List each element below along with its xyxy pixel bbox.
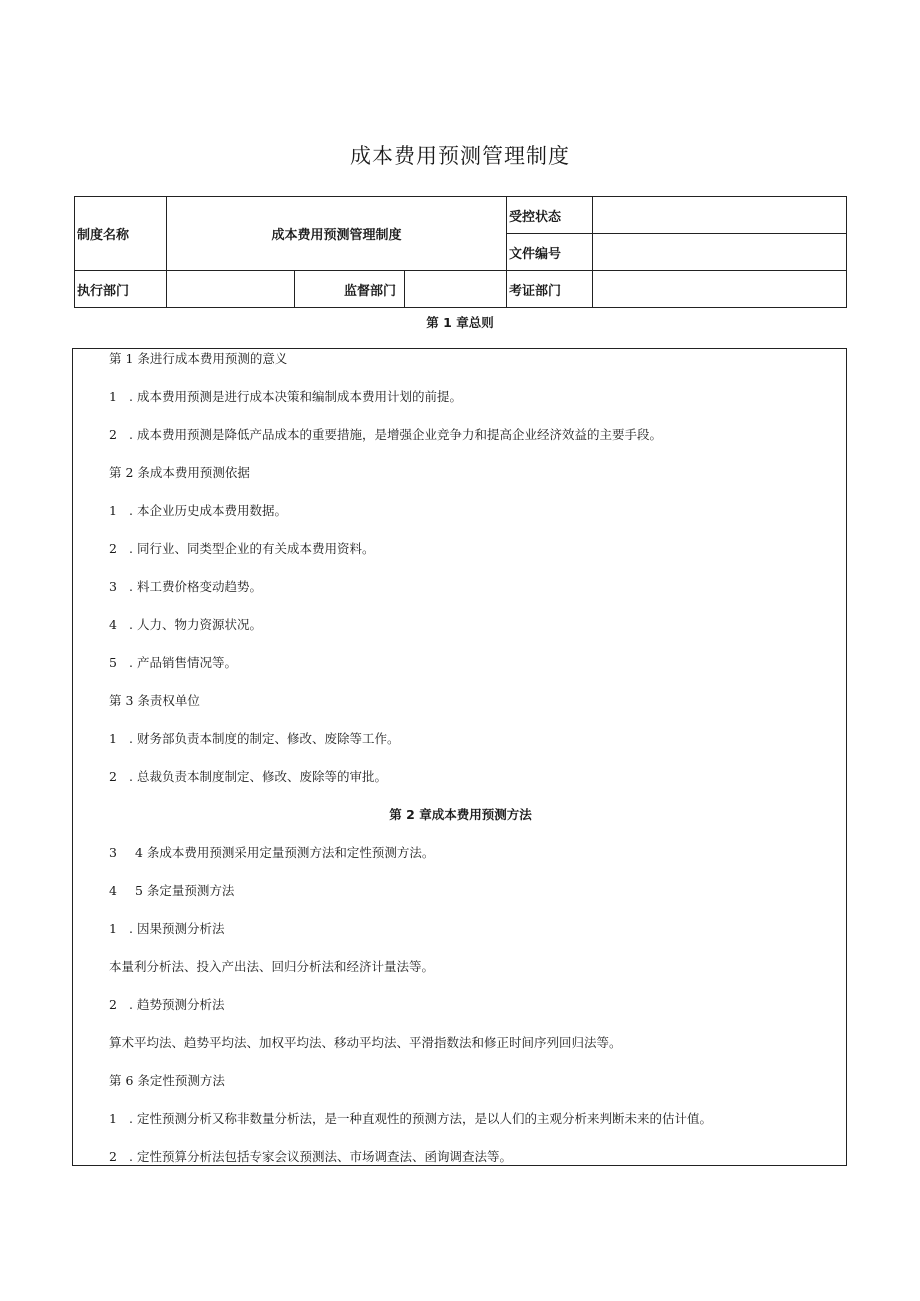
article-line <box>109 541 374 557</box>
supervise-label: 监督部门 <box>295 271 405 308</box>
file-no-value <box>593 234 847 271</box>
line-text: . 趋势预测分析法 <box>129 997 225 1012</box>
line-text: . 成本费用预测是进行成本决策和编制成本费用计划的前提。 <box>129 389 462 404</box>
line-text: 第 3 条责权单位 <box>109 693 200 708</box>
chapter-2-heading: 第 2 章成本费用预测方法 <box>389 807 532 822</box>
exec-dept-value <box>167 271 295 308</box>
file-no-label: 文件编号 <box>507 234 593 271</box>
line-number: 4 <box>109 883 117 898</box>
line-text: . 定性预算分析法包括专家会议预测法、市场调查法、函询调查法等。 <box>129 1149 512 1164</box>
chapter-1-heading: 第 1 章总则 <box>426 315 494 330</box>
article-line <box>109 579 262 595</box>
line-text: . 产品销售情况等。 <box>129 655 237 670</box>
line-text: 第 1 条进行成本费用预测的意义 <box>109 351 288 366</box>
exec-dept-label: 执行部门 <box>75 271 167 308</box>
line-number: 5 <box>109 655 117 670</box>
article-line <box>109 465 250 481</box>
article-line <box>109 503 287 519</box>
control-label: 受控状态 <box>507 197 593 234</box>
line-text: 4 条成本费用预测采用定量预测方法和定性预测方法。 <box>135 845 435 860</box>
verify-value <box>593 271 847 308</box>
article-line <box>109 351 287 367</box>
name-value: 成本费用预测管理制度 <box>167 197 507 271</box>
line-number: 2 <box>109 427 117 442</box>
verify-label: 考证部门 <box>507 271 593 308</box>
article-line <box>109 731 399 747</box>
line-text: 第 2 条成本费用预测依据 <box>109 465 250 480</box>
article-line <box>109 693 200 709</box>
line-text: 算术平均法、趋势平均法、加权平均法、移动平均法、平滑指数法和修正时间序列回归法等。 <box>109 1035 622 1050</box>
line-number: 1 <box>109 1111 117 1126</box>
line-number: 1 <box>109 921 117 936</box>
article-line <box>109 427 662 443</box>
line-number: 1 <box>109 503 117 518</box>
line-text: 5 条定量预测方法 <box>135 883 235 898</box>
article-line <box>109 1111 712 1127</box>
line-text: . 财务部负责本制度的制定、修改、废除等工作。 <box>129 731 400 746</box>
article-line <box>109 617 262 633</box>
line-text: . 料工费价格变动趋势。 <box>129 579 262 594</box>
article-line <box>109 769 387 785</box>
article-line <box>109 389 462 405</box>
line-number: 2 <box>109 541 117 556</box>
article-line <box>109 1149 512 1165</box>
line-number: 2 <box>109 769 117 784</box>
article-line <box>109 1073 225 1089</box>
line-text: . 成本费用预测是降低产品成本的重要措施，是增强企业竞争力和提高企业经济效益的主要手段。 <box>129 427 662 442</box>
article-line <box>109 921 224 937</box>
line-text: . 定性预测分析又称非数量分析法，是一种直观性的预测方法，是以人们的主观分析来判断未来的估计值。 <box>129 1111 712 1126</box>
line-text: 第 6 条定性预测方法 <box>109 1073 225 1088</box>
line-text: 本量利分析法、投入产出法、回归分析法和经济计量法等。 <box>109 959 435 974</box>
line-text: . 本企业历史成本费用数据。 <box>129 503 287 518</box>
article-line <box>109 997 224 1013</box>
line-number: 2 <box>109 1149 117 1164</box>
line-number: 2 <box>109 997 117 1012</box>
article-line <box>109 1035 622 1051</box>
supervise-value <box>405 271 507 308</box>
article-line <box>109 959 434 975</box>
content-box <box>72 348 847 1166</box>
document-title: 成本费用预测管理制度 <box>350 144 570 168</box>
line-text: . 同行业、同类型企业的有关成本费用资料。 <box>129 541 375 556</box>
line-number: 3 <box>109 579 117 594</box>
article-line <box>109 883 234 899</box>
line-number: 1 <box>109 389 117 404</box>
info-table <box>74 196 847 308</box>
article-line <box>109 845 434 861</box>
line-text: . 人力、物力资源状况。 <box>129 617 262 632</box>
line-text: . 总裁负责本制度制定、修改、废除等的审批。 <box>129 769 387 784</box>
control-value <box>593 197 847 234</box>
line-number: 3 <box>109 845 117 860</box>
line-text: . 因果预测分析法 <box>129 921 225 936</box>
article-line <box>109 655 237 671</box>
line-number: 1 <box>109 731 117 746</box>
name-label: 制度名称 <box>75 197 167 271</box>
line-number: 4 <box>109 617 117 632</box>
